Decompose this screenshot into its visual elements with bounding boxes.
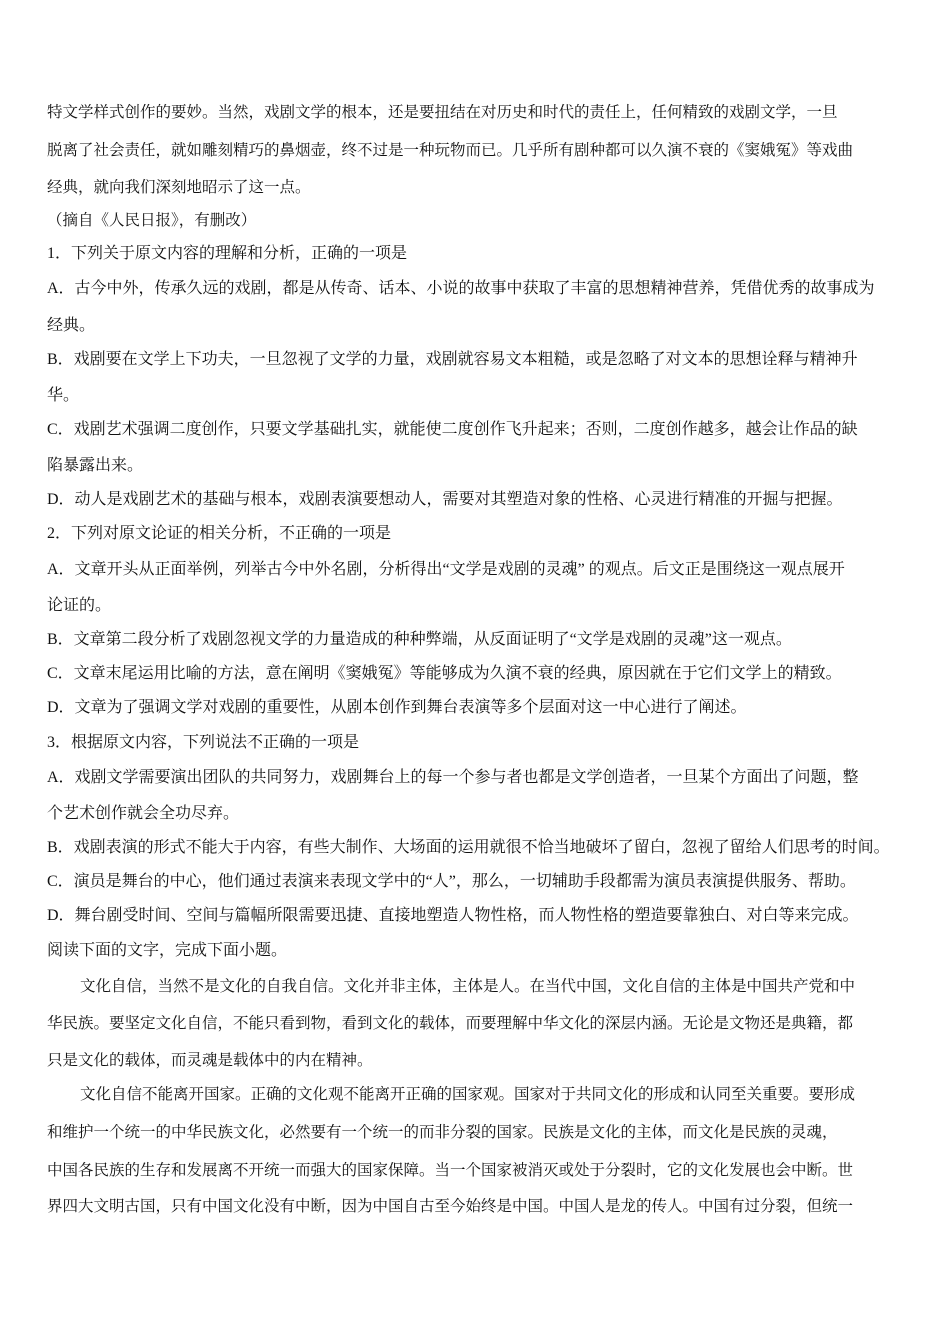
question-1-option-d: D．动人是戏剧艺术的基础与根本，戏剧表演要想动人，需要对其塑造对象的性格、心灵进行精准的开掘与把握。 <box>47 491 843 508</box>
passage2-para2-line: 中国各民族的生存和发展离不开统一而强大的国家保障。当一个国家被消灭或处于分裂时，它的文化发展也会中断。世 <box>47 1161 854 1179</box>
passage1-line: 脱离了社会责任，就如雕刻精巧的鼻烟壶，终不过是一种玩物而已。几乎所有剧种都可以久演不衰的《窦娥冤》等戏曲 <box>47 141 854 159</box>
question-1-option-a: A．古今中外，传承久远的戏剧，都是从传奇、话本、小说的故事中获取了丰富的思想精神营养，凭借优秀的故事成为 <box>47 280 875 297</box>
question-3-option-a-cont: 个艺术创作就会全功尽弃。 <box>47 805 240 822</box>
passage2-para2-line: 和维护一个统一的中华民族文化，必然要有一个统一的而非分裂的国家。民族是文化的主体，而文化是民族的灵魂， <box>47 1123 838 1141</box>
question-2-stem: 2．下列对原文论证的相关分析，不正确的一项是 <box>47 525 392 542</box>
question-1-option-a-cont: 经典。 <box>47 317 96 334</box>
passage2-para1-line: 只是文化的载体，而灵魂是载体中的内在精神。 <box>47 1051 373 1069</box>
passage2-para1-line: 文化自信，当然不是文化的自我自信。文化并非主体，主体是人。在当代中国，文化自信的主体是中国共产党和中 <box>80 977 856 995</box>
question-1-option-b: B．戏剧要在文学上下功夫，一旦忽视了文学的力量，戏剧就容易文本粗糙，或是忽略了对文本的思想诠释与精神升 <box>47 351 858 368</box>
question-3-option-c: C．演员是舞台的中心，他们通过表演来表现文学中的“人”，那么，一切辅助手段都需为演员表演提供服务、帮助。 <box>47 873 856 890</box>
question-2-option-d: D．文章为了强调文学对戏剧的重要性，从剧本创作到舞台表演等多个层面对这一中心进行了阐述。 <box>47 699 747 716</box>
question-3-option-a: A．戏剧文学需要演出团队的共同努力，戏剧舞台上的每一个参与者也都是文学创造者，一旦某个方面出了问题，整 <box>47 769 859 786</box>
question-3-stem: 3．根据原文内容，下列说法不正确的一项是 <box>47 734 360 751</box>
question-2-option-c: C．文章末尾运用比喻的方法，意在阐明《窦娥冤》等能够成为久演不衰的经典，原因就在于它们文学上的精致。 <box>47 665 842 682</box>
passage1-line: 特文学样式创作的要妙。当然，戏剧文学的根本，还是要扭结在对历史和时代的责任上，任何精致的戏剧文学，一旦 <box>47 103 838 121</box>
passage1-line: 经典，就向我们深刻地昭示了这一点。 <box>47 178 311 196</box>
passage2-para1-line: 华民族。要坚定文化自信，不能只看到物，看到文化的载体，而要理解中华文化的深层内涵。无论是文物还是典籍，都 <box>47 1014 854 1032</box>
question-2-option-a: A．文章开头从正面举例，列举古今中外名剧，分析得出“文学是戏剧的灵魂” 的观点。后文正是围绕这一观点展开 <box>47 561 845 578</box>
question-3-option-b: B．戏剧表演的形式不能大于内容，有些大制作、大场面的运用就很不恰当地破坏了留白，忽视了留给人们思考的时间。 <box>47 839 890 856</box>
question-1-option-c-cont: 陷暴露出来。 <box>47 457 144 474</box>
passage2-para2-line: 文化自信不能离开国家。正确的文化观不能离开正确的国家观。国家对于共同文化的形成和认同至关重要。要形成 <box>80 1085 856 1103</box>
question-3-option-d: D．舞台剧受时间、空间与篇幅所限需要迅捷、直接地塑造人物性格，而人物性格的塑造要靠独白、对白等来完成。 <box>47 907 859 924</box>
question-1-stem: 1．下列关于原文内容的理解和分析，正确的一项是 <box>47 245 408 262</box>
passage2-para2-line: 界四大文明古国，只有中国文化没有中断，因为中国自古至今始终是中国。中国人是龙的传人。中国有过分裂，但统一 <box>47 1197 854 1215</box>
passage1-source: （摘自《人民日报》，有删改） <box>47 211 257 229</box>
question-1-option-b-cont: 华。 <box>47 387 80 404</box>
question-2-option-b: B．文章第二段分析了戏剧忽视文学的力量造成的种种弊端，从反面证明了“文学是戏剧的灵魂”这一观点。 <box>47 631 792 648</box>
question-1-option-c: C．戏剧艺术强调二度创作，只要文学基础扎实，就能使二度创作飞升起来；否则，二度创作越多，越会让作品的缺 <box>47 421 858 438</box>
question-2-option-a-cont: 论证的。 <box>47 597 112 614</box>
reading-instruction: 阅读下面的文字，完成下面小题。 <box>47 942 288 959</box>
